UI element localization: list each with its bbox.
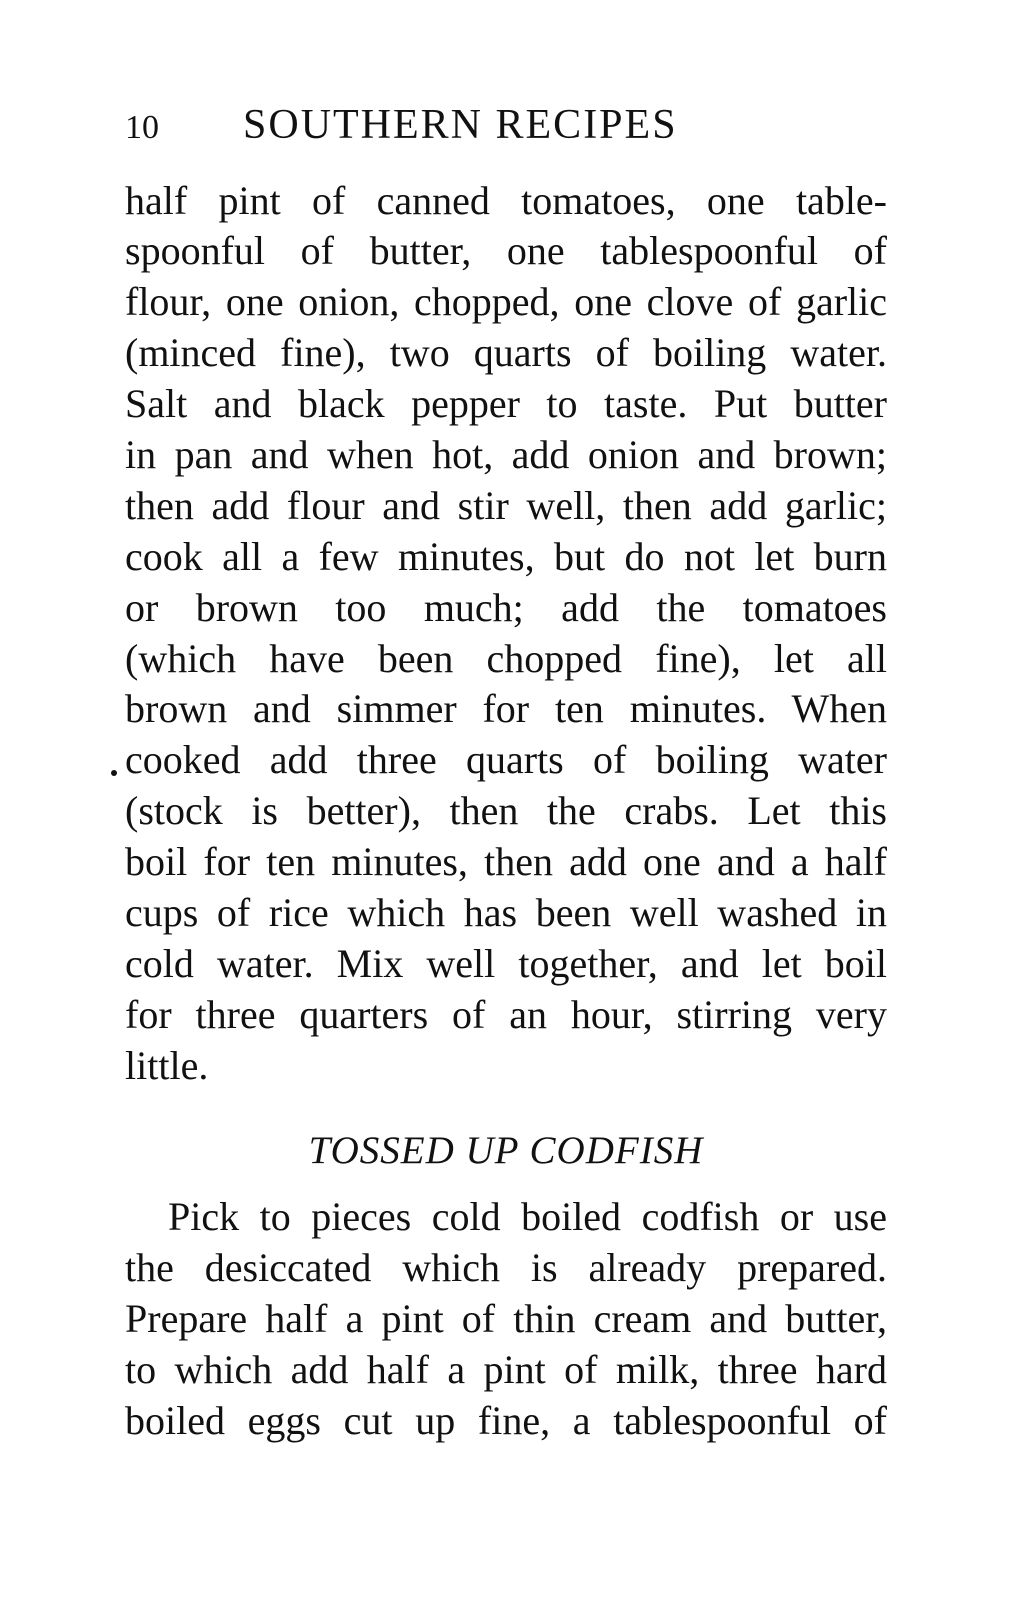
body-line: little.: [125, 1043, 209, 1088]
body-line: half pint of canned tomatoes, one table-: [125, 178, 887, 223]
page-number: 10: [125, 109, 159, 146]
body-line: (which have been chopped fine), let all: [125, 636, 887, 681]
body-line: spoonful of butter, one tablespoonful of: [125, 228, 887, 273]
section-line: Pick to pieces cold boiled codfish or use: [168, 1194, 887, 1239]
body-line: brown and simmer for ten minutes. When: [125, 686, 887, 731]
body-line: (minced fine), two quarts of boiling water.: [125, 330, 887, 375]
body-line: boil for ten minutes, then add one and a half: [125, 839, 887, 884]
body-line: in pan and when hot, add onion and brown;: [125, 432, 887, 477]
section-line: Prepare half a pint of thin cream and butter,: [125, 1296, 887, 1341]
body-line: Salt and black pepper to taste. Put butter: [125, 381, 887, 426]
section-line: boiled eggs cut up fine, a tablespoonful of: [125, 1398, 887, 1443]
body-line: cold water. Mix well together, and let boil: [125, 941, 887, 986]
running-title: SOUTHERN RECIPES: [243, 102, 678, 148]
body-line: for three quarters of an hour, stirring very: [125, 992, 887, 1037]
body-line: flour, one onion, chopped, one clove of garlic: [125, 279, 887, 324]
body-line: cooked add three quarts of boiling water: [125, 737, 887, 782]
running-header: [125, 98, 885, 152]
body-line: cook all a few minutes, but do not let burn: [125, 534, 887, 579]
body-line: (stock is better), then the crabs. Let this: [125, 788, 887, 833]
section-line: the desiccated which is already prepared.: [125, 1245, 887, 1290]
section-line: to which add half a pint of milk, three hard: [125, 1347, 887, 1392]
body-line: then add flour and stir well, then add garlic;: [125, 483, 887, 528]
section-heading: TOSSED UP CODFISH: [308, 1129, 704, 1172]
margin-mark: [111, 770, 117, 776]
body-line: or brown too much; add the tomatoes: [125, 585, 887, 630]
body-line: cups of rice which has been well washed in: [125, 890, 887, 935]
